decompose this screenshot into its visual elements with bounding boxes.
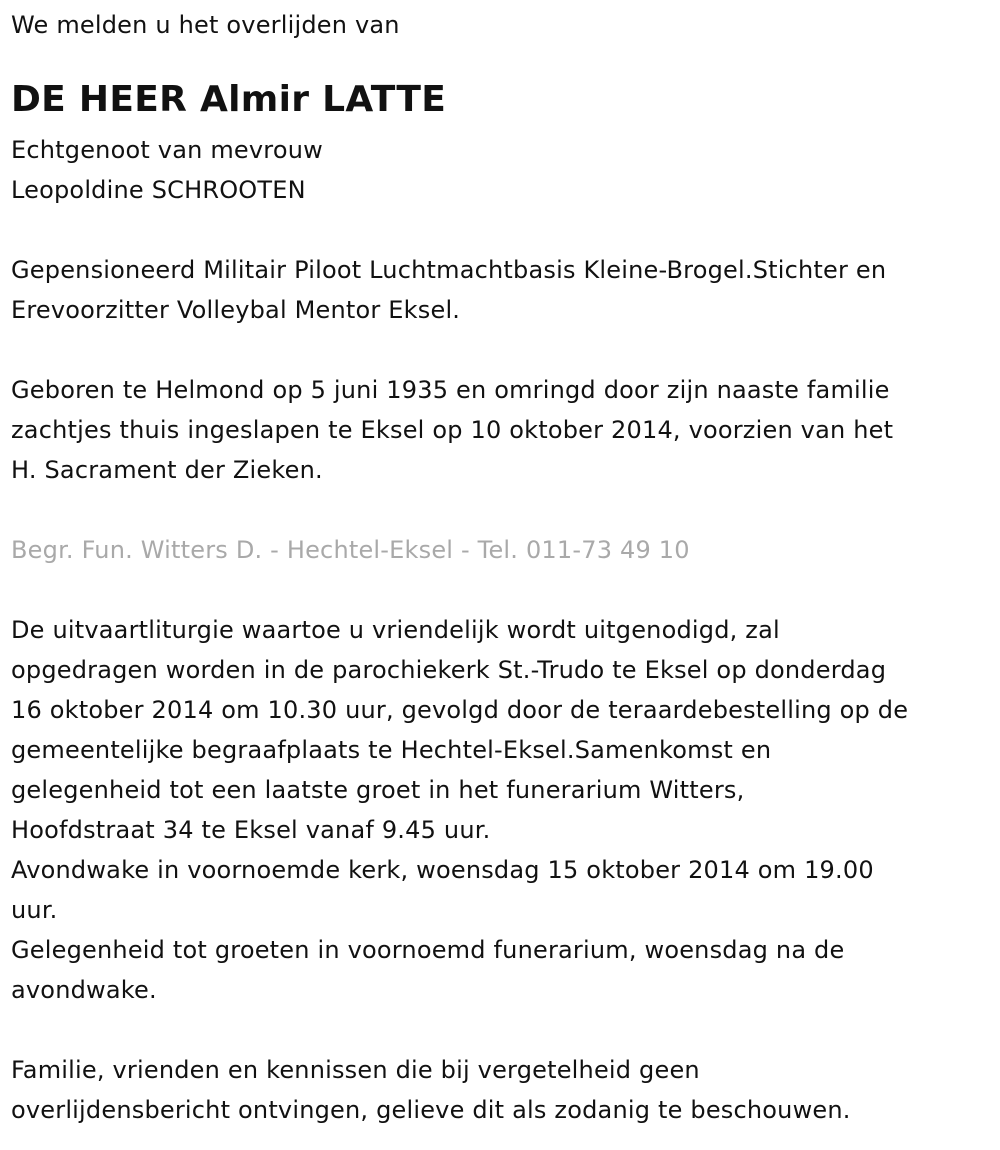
spouse-line-2: Leopoldine SCHROOTEN <box>11 176 306 204</box>
ceremony-line: Avondwake in voornoemde kerk, woensdag 15 oktober 2014 om 19.00 <box>11 856 874 884</box>
spacer <box>11 1010 991 1050</box>
spacer <box>11 50 991 70</box>
birth-death-line: zachtjes thuis ingeslapen te Eksel op 10 oktober 2014, voorzien van het <box>11 416 894 444</box>
ceremony-line: Gelegenheid tot groeten in voornoemd funerarium, woensdag na de <box>11 936 845 964</box>
obituary-notice <box>11 0 991 1130</box>
career-line: Erevoorzitter Volleybal Mentor Eksel. <box>11 296 461 324</box>
career-paragraph <box>11 250 991 330</box>
closing-line: overlijdensbericht ontvingen, gelieve dit als zodanig te beschouwen. <box>11 1096 851 1124</box>
ceremony-line: gelegenheid tot een laatste groet in het funerarium Witters, <box>11 776 745 804</box>
spacer <box>11 570 991 610</box>
spacer <box>11 330 991 370</box>
ceremony-paragraph <box>11 610 991 1010</box>
ceremony-line: opgedragen worden in de parochiekerk St.-Trudo te Eksel op donderdag <box>11 656 887 684</box>
spacer <box>11 490 991 530</box>
birth-death-line: Geboren te Helmond op 5 juni 1935 en omringd door zijn naaste familie <box>11 376 890 404</box>
birth-death-paragraph <box>11 370 991 490</box>
spouse-line-1: Echtgenoot van mevrouw <box>11 136 323 164</box>
intro-text: We melden u het overlijden van <box>11 11 400 39</box>
deceased-name: DE HEER Almir LATTE <box>11 79 447 120</box>
funeral-home-info: Begr. Fun. Witters D. - Hechtel-Eksel - Tel. 011-73 49 10 <box>11 536 690 564</box>
closing-line: Familie, vrienden en kennissen die bij vergetelheid geen <box>11 1056 700 1084</box>
ceremony-line: uur. <box>11 896 58 924</box>
ceremony-line: 16 oktober 2014 om 10.30 uur, gevolgd door de teraardebestelling op de <box>11 696 909 724</box>
ceremony-line: De uitvaartliturgie waartoe u vriendelijk wordt uitgenodigd, zal <box>11 616 780 644</box>
ceremony-line: Hoofdstraat 34 te Eksel vanaf 9.45 uur. <box>11 816 491 844</box>
ceremony-line: avondwake. <box>11 976 157 1004</box>
career-line: Gepensioneerd Militair Piloot Luchtmachtbasis Kleine-Brogel.Stichter en <box>11 256 887 284</box>
ceremony-line: gemeentelijke begraafplaats te Hechtel-Eksel.Samenkomst en <box>11 736 772 764</box>
birth-death-line: H. Sacrament der Zieken. <box>11 456 323 484</box>
closing-paragraph <box>11 1050 991 1130</box>
spacer <box>11 210 991 250</box>
